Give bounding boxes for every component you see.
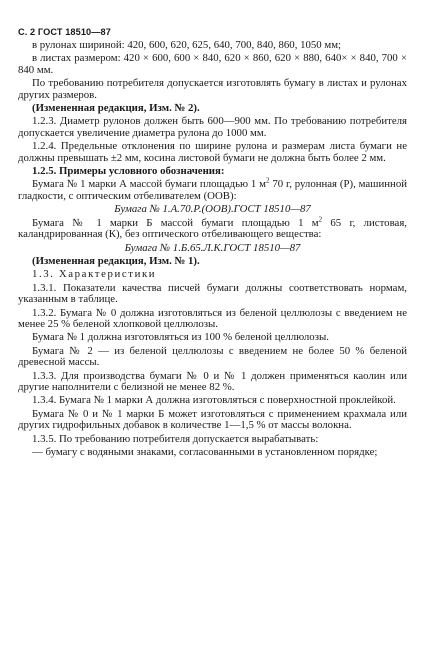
paragraph-text: 1.2.4. Предельные отклонения по ширине рулона и размерам листа бумаги не должны превышать ±2 мм, косина листовой бумаги не должна быть более 2 мм. (18, 140, 407, 164)
paragraph-p124 (18, 141, 407, 164)
paragraph-text: 1.3. Характеристики (32, 268, 157, 281)
paragraph-p132c (18, 346, 407, 369)
paragraph-text: 1.3.2. Бумага № 0 должна изготовляться из беленой целлюлозы с введением не менее 25 % беленой хлопковой целлюлозы. (18, 306, 407, 330)
paragraph-p13 (18, 269, 407, 280)
paragraph-consumer (18, 78, 407, 101)
paragraph-p135a (18, 447, 407, 458)
paragraph-text-tail: 65 г, листовая, каландрированная (К), без оптического отбеливающего вещества: (18, 216, 407, 241)
paragraph-text: Бумага № 1 марки Б массой бумаги площадью 1 м (32, 216, 319, 229)
paragraph-ex1_a (18, 176, 407, 202)
paragraph-sheets (18, 53, 407, 76)
paragraph-text: Бумага № 1 марки А массой бумаги площадью 1 м (32, 178, 266, 191)
paragraph-text: в рулонах шириной: 420, 600, 620, 625, 640, 700, 840, 860, 1050 мм; (32, 39, 342, 51)
paragraph-p132b (18, 332, 407, 343)
page-header: С. 2 ГОСТ 18510—87 (18, 27, 111, 37)
paragraph-text: — бумагу с водяными знаками, согласованными в установленном порядке; (32, 446, 378, 458)
paragraph-text-tail: 70 г, рулонная (Р), машинной гладкости, с оптическим отбеливателем (ООВ): (18, 178, 407, 202)
paragraph-p125 (18, 166, 407, 177)
superscript: 2 (318, 215, 323, 224)
paragraph-p135 (18, 434, 407, 445)
paragraph-p132 (18, 308, 407, 331)
document-body (18, 40, 407, 458)
paragraph-text: 1.3.1. Показатели качества писчей бумаги должны соответствовать нормам, указанным в таблице. (18, 281, 407, 306)
paragraph-rev2 (18, 256, 407, 267)
paragraph-text: (Измененная редакция, Изм. № 2). (32, 102, 200, 115)
paragraph-text: Бумага № 1.А.70.Р.(ООВ).ГОСТ 18510—87 (114, 203, 311, 216)
paragraph-p131 (18, 283, 407, 306)
paragraph-rolls (18, 40, 407, 51)
paragraph-text: 1.3.3. Для производства бумаги № 0 и № 1 должен применяться каолин или другие наполнители с белизной не менее 82 %. (18, 369, 407, 393)
paragraph-rev1 (18, 103, 407, 114)
paragraph-ex2_code (18, 243, 407, 254)
paragraph-p123 (18, 116, 407, 139)
paragraph-p134 (18, 395, 407, 406)
paragraph-ex2_a (18, 215, 407, 241)
paragraph-ex1_code (18, 204, 407, 215)
paragraph-text: (Измененная редакция, Изм. № 1). (32, 254, 200, 267)
paragraph-text: Бумага № 1 должна изготовляться из 100 % беленой целлюлозы. (32, 331, 329, 344)
paragraph-text: 1.3.5. По требованию потребителя допускается вырабатывать: (32, 432, 319, 445)
paragraph-text: 1.2.3. Диаметр рулонов должен быть 600—900 мм. По требованию потребителя допускается увеличение диаметра рулона до 1000 мм. (18, 115, 407, 139)
paragraph-text: 1.2.5. Примеры условного обозначения: (32, 165, 225, 178)
paragraph-p134b (18, 409, 407, 432)
paragraph-text: По требованию потребителя допускается изготовлять бумагу в листах и рулонах других размеров. (18, 77, 407, 101)
paragraph-text: Бумага № 0 и № 1 марки Б может изготовляться с применением крахмала или других гидрофильных добавок в количестве 1—1,5 % от массы волокна. (18, 407, 407, 432)
paragraph-p133 (18, 371, 407, 394)
paragraph-text: 1.3.4. Бумага № 1 марки А должна изготовляться с поверхностной проклейкой. (32, 394, 396, 407)
paragraph-text: в листах размером: 420 × 600, 600 × 840, 620 × 860, 620 × 880, 640× × 840, 700 × 840 мм. (18, 52, 407, 76)
superscript: 2 (266, 176, 270, 185)
paragraph-text: Бумага № 2 — из беленой целлюлозы с введением не более 50 % беленой древесной массы. (18, 344, 407, 369)
paragraph-text: Бумага № 1.Б.65.Л.К.ГОСТ 18510—87 (124, 241, 301, 254)
